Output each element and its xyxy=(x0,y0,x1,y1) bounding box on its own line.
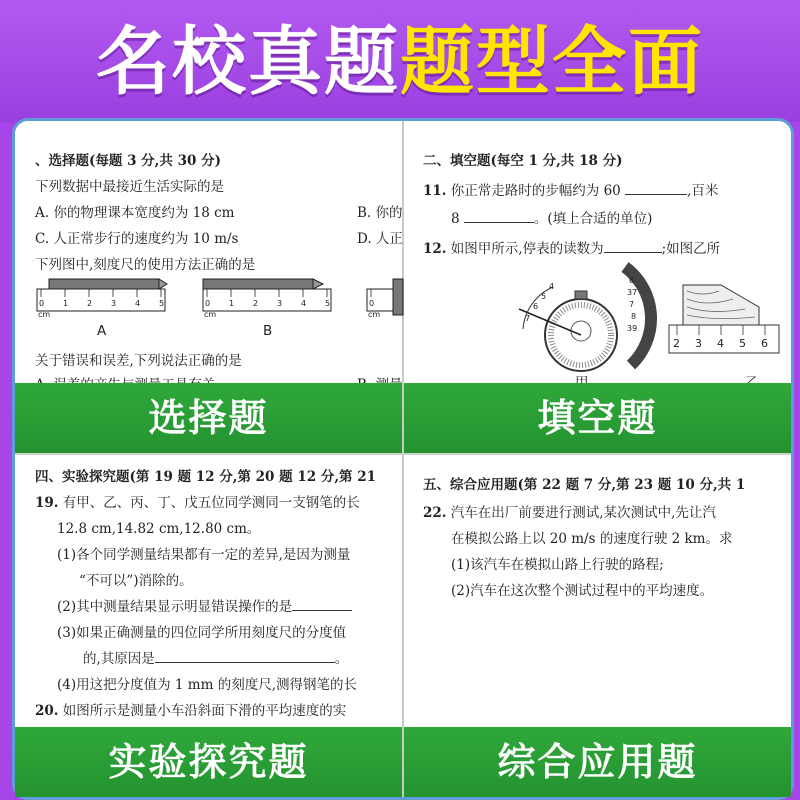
vertical-divider xyxy=(402,121,404,797)
section-heading: 四、实验探究题(第 19 题 12 分,第 20 题 12 分,第 21 xyxy=(35,469,377,485)
comprehensive-banner: 综合应用题 xyxy=(404,727,791,797)
page-title xyxy=(0,14,800,110)
tick-label: 5 xyxy=(325,299,331,308)
question-text: 12.8 cm,14.82 cm,12.80 cm。 xyxy=(57,521,261,537)
question-number: 19. xyxy=(35,495,59,511)
fill-blank-section-preview xyxy=(423,143,783,383)
title-yellow: 题型全面 xyxy=(400,19,704,105)
tick-label: 3 xyxy=(277,299,283,308)
answer-blank xyxy=(292,598,352,611)
section-heading: 五、综合应用题(第 22 题 7 分,第 23 题 10 分,共 1 xyxy=(423,477,746,493)
tick-label: 3 xyxy=(111,299,117,308)
scale-number: 6 xyxy=(629,276,635,285)
sub-question: (3)如果正确测量的四位同学所用刻度尺的分度值 xyxy=(57,625,347,641)
sub-question: (1)各个同学测量结果都有一定的差异,是因为测量 xyxy=(57,547,351,563)
exam-preview-card xyxy=(12,118,794,800)
question-text: 你正常走路时的步幅约为 60 xyxy=(450,183,621,199)
sub-question: “不可以”)消除的。 xyxy=(79,573,193,589)
question-number: 12. xyxy=(423,241,447,257)
question-number: 11. xyxy=(423,183,447,199)
sub-question: (2)汽车在这次整个测试过程中的平均速度。 xyxy=(451,583,714,599)
question-text-tail: ;如图乙所 xyxy=(661,241,721,257)
question-text: 下列图中,刻度尺的使用方法正确的是 xyxy=(35,257,256,273)
sub-question-end: 。 xyxy=(334,651,349,667)
tick-label: 1 xyxy=(229,299,235,308)
question-text: 在模拟公路上以 20 m/s 的速度行驶 2 km。求 xyxy=(451,531,733,547)
question-number: 22. xyxy=(423,505,447,521)
dial-number: 5 xyxy=(541,292,547,301)
answer-blank xyxy=(464,210,534,223)
section-heading: 二、填空题(每空 1 分,共 18 分) xyxy=(423,153,623,169)
horizontal-divider xyxy=(15,453,791,455)
unit-label: cm xyxy=(368,310,381,319)
question-text: 有甲、乙、丙、丁、戊五位同学测同一支钢笔的长 xyxy=(62,495,360,511)
title-white: 名校真题 xyxy=(96,19,400,105)
scale-number: 39 xyxy=(627,324,638,333)
sub-question: 的,其原因是 xyxy=(83,651,155,667)
scale-number: 37 xyxy=(627,288,638,297)
question-text: 如图甲所示,停表的读数为 xyxy=(450,241,604,257)
option-a: A. 你的物理课本宽度约为 18 cm xyxy=(35,205,235,221)
question-text: 关于错误和误差,下列说法正确的是 xyxy=(35,353,242,369)
option-c: C. 人正常步行的速度约为 10 m/s xyxy=(35,231,239,247)
ruler-figure-a xyxy=(35,277,170,319)
ruler-figure-b xyxy=(201,277,336,319)
question-text: 汽车在出厂前要进行测试,某次测试中,先让汽 xyxy=(450,505,716,521)
tick-label: 0 xyxy=(369,299,375,308)
dial-number: 6 xyxy=(533,302,539,311)
tick-label: 4 xyxy=(135,299,141,308)
dial-number: 7 xyxy=(525,314,531,323)
tick-label: 2 xyxy=(253,299,259,308)
tick-label: 1 xyxy=(63,299,69,308)
answer-blank xyxy=(604,240,662,253)
scale-number: 7 xyxy=(629,300,635,309)
tick-label: 4 xyxy=(717,337,724,350)
question-text-tail: ,百米 xyxy=(687,183,719,199)
sub-question: (2)其中测量结果显示明显错误操作的是 xyxy=(57,599,293,615)
sub-question: (4)用这把分度值为 1 mm 的刻度尺,测得钢笔的长 xyxy=(57,677,357,693)
experiment-section-preview xyxy=(35,461,399,731)
question-text-tail: 。(填上合适的单位) xyxy=(533,211,653,227)
scale-number: 8 xyxy=(631,312,637,321)
tick-label: 2 xyxy=(87,299,93,308)
tick-label: 5 xyxy=(159,299,165,308)
comprehensive-section-preview xyxy=(423,461,783,731)
question-text: 下列数据中最接近生活实际的是 xyxy=(35,179,224,195)
tick-label: 0 xyxy=(205,299,211,308)
unit-label: cm xyxy=(204,310,217,319)
answer-blank xyxy=(155,650,335,663)
choice-section-preview xyxy=(35,143,403,383)
figure-label-a: A xyxy=(97,323,107,339)
tick-label: 5 xyxy=(739,337,746,350)
option-d: D. 人正 xyxy=(357,231,403,247)
figure-label-b: B xyxy=(263,323,273,339)
question-text: 如图所示是测量小车沿斜面下滑的平均速度的实 xyxy=(62,703,347,719)
wood-block-ruler-figure xyxy=(663,281,783,371)
choice-banner: 选择题 xyxy=(15,383,402,453)
option-b: B. 你的 xyxy=(357,205,403,221)
tick-label: 0 xyxy=(39,299,45,308)
experiment-banner: 实验探究题 xyxy=(15,727,402,797)
sub-question: (1)该汽车在模拟山路上行驶的路程; xyxy=(451,557,664,573)
section-heading: 、选择题(每题 3 分,共 30 分) xyxy=(35,153,221,169)
tick-label: 3 xyxy=(695,337,702,350)
answer-blank xyxy=(625,182,687,195)
dial-number: 4 xyxy=(549,282,555,291)
question-text: 8 xyxy=(451,211,460,227)
fill-blank-banner: 填空题 xyxy=(404,383,791,453)
tick-label: 2 xyxy=(673,337,680,350)
stopwatch-figure xyxy=(509,265,659,383)
unit-label: cm xyxy=(38,310,51,319)
question-number: 20. xyxy=(35,703,59,719)
tick-label: 6 xyxy=(761,337,768,350)
ruler-figure-c xyxy=(365,277,405,319)
tick-label: 4 xyxy=(301,299,307,308)
